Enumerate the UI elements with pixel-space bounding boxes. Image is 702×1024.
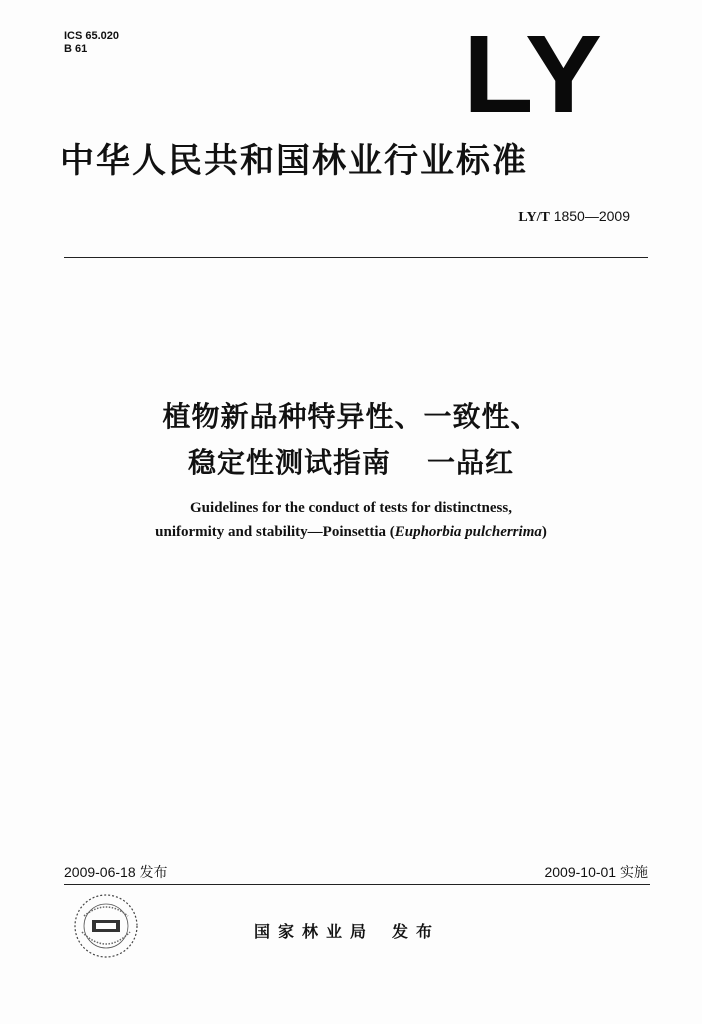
chinese-title-line2-main: 稳定性测试指南 bbox=[187, 446, 391, 479]
english-title-line2-close: ) bbox=[541, 524, 547, 540]
english-title-line1: Guidelines for the conduct of tests for distinctness, bbox=[190, 500, 512, 516]
ccs-code: B 61 bbox=[64, 43, 88, 55]
bottom-divider bbox=[64, 884, 650, 885]
chinese-title-line2 bbox=[0, 441, 702, 481]
standard-category-title: 中华人民共和国林业行业标准 bbox=[60, 141, 528, 181]
chinese-title-line2-plant: 一品红 bbox=[427, 446, 515, 479]
publisher-suffix: 发布 bbox=[392, 922, 441, 941]
standard-code-number: 1850—2009 bbox=[553, 208, 630, 224]
standard-code-prefix: LY/T bbox=[518, 210, 550, 225]
ly-logo: LY bbox=[463, 13, 605, 136]
publisher-name: 国家林业局 bbox=[254, 922, 375, 941]
top-divider bbox=[64, 257, 648, 258]
ics-code: ICS 65.020 bbox=[64, 30, 120, 42]
publisher-seal-icon bbox=[72, 892, 140, 960]
implementation-date: 2009-10-01 实施 bbox=[544, 864, 648, 880]
classification-codes bbox=[64, 30, 119, 56]
english-title-line2-main: uniformity and stability—Poinsettia ( bbox=[155, 524, 395, 540]
issue-date: 2009-06-18 发布 bbox=[64, 864, 168, 880]
publisher bbox=[254, 919, 440, 942]
english-title-line2 bbox=[0, 524, 702, 541]
chinese-title-line1: 植物新品种特异性、一致性、 bbox=[162, 400, 540, 433]
standard-code bbox=[518, 208, 630, 226]
english-title-scientific-name: Euphorbia pulcherrima bbox=[394, 524, 542, 540]
